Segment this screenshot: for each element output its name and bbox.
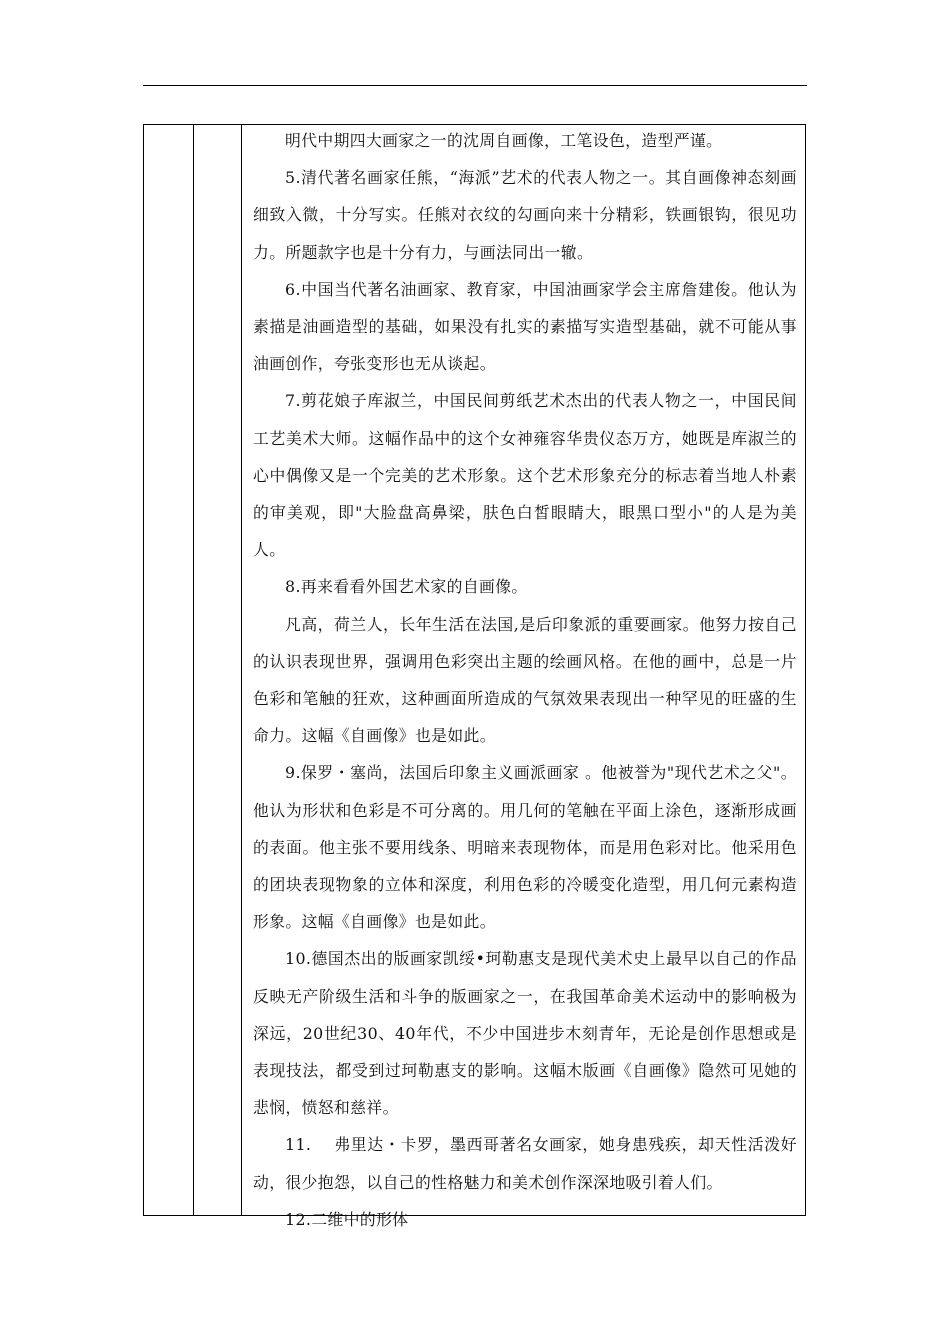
paragraph-shen-zhou: 明代中期四大画家之一的沈周自画像，工笔设色，造型严谨。 <box>285 131 723 150</box>
header-rule <box>143 85 807 86</box>
paragraph-2d-forms: 12.二维中的形体 <box>285 1209 409 1229</box>
lesson-table <box>143 124 806 1229</box>
paragraph-cezanne: 9.保罗・塞尚，法国后印象主义画派画家 。他被誉为"现代艺术之父"。他认为形状和色彩是不可分离的。用几何的笔触在平面上涂色，逐渐形成画的表面。他主张不要用线条、明暗来表现物体，而是用色彩对比。他采用色的团块表现物象的立体和深度，利用色彩的冷暖变化造型，用几何元素构造形象。这幅《自画像》也是如此。 <box>253 763 797 932</box>
column-divider-1 <box>193 125 194 1215</box>
paragraph-foreign-artists: 8.再来看看外国艺术家的自画像。 <box>285 577 528 597</box>
paragraph-kollwitz: 10.德国杰出的版画家凯绥•珂勒惠支是现代美术史上最早以自己的作品反映无产阶级生活和斗争的版画家之一，在我国革命美术运动中的影响极为深远，20世纪30、40年代，不少中国进步木刻青年，无论是创作思想或是表现技法，都受到过珂勒惠支的影响。这幅木版画《自画像》隐然可见她的悲悯，愤怒和慈祥。 <box>253 949 797 1118</box>
paragraph-ren-xiong: 5.清代著名画家任熊，“海派”艺术的代表人物之一。其自画像神态刻画细致入微，十分写实。任熊对衣纹的勾画向来十分精彩，铁画银钩，很见功力。所题款字也是十分有力，与画法同出一辙。 <box>253 168 797 262</box>
paragraph-frida-kahlo: 11. 弗里达・卡罗，墨西哥著名女画家，她身患残疾，却天性活泼好动，很少抱怨，以自己的性格魅力和美术创作深深地吸引着人们。 <box>253 1135 797 1192</box>
paragraph-zhan-jianjun: 6.中国当代著名油画家、教育家，中国油画家学会主席詹建俊。他认为素描是油画造型的基础，如果没有扎实的素描写实造型基础，就不可能从事油画创作，夸张变形也无从谈起。 <box>253 279 797 374</box>
paragraph-van-gogh: 凡高，荷兰人，长年生活在法国,是后印象派的重要画家。他努力按自己的认识表现世界，强调用色彩突出主题的绘画风格。在他的画中，总是一片色彩和笔触的狂欢，这种画面所造成的气氛效果表现出一种罕见的旺盛的生命力。这幅《自画像》也是如此。 <box>253 614 797 746</box>
content-cell <box>242 125 805 1229</box>
paragraph-ku-shulan: 7.剪花娘子库淑兰，中国民间剪纸艺术杰出的代表人物之一，中国民间工艺美术大师。这幅作品中的这个女神雍容华贵仪态万方，她既是库淑兰的心中偶像又是一个完美的艺术形象。这个艺术形象充分的标志着当地人朴素的审美观，即"大脸盘高鼻梁，肤色白皙眼睛大，眼黑口型小"的人是为美人。 <box>253 391 797 560</box>
